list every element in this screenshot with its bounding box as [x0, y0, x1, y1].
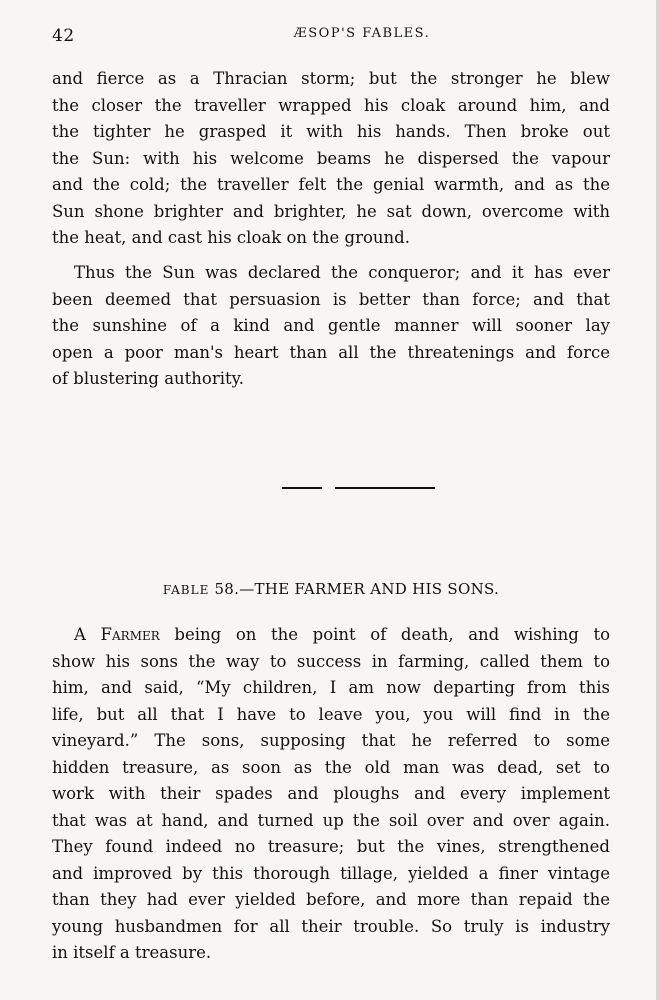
page-number: 42	[52, 26, 75, 46]
text-line: and the cold; the traveller felt the genial warmth, and as the	[52, 175, 610, 194]
text-line: work with their spades and ploughs and every implement	[52, 784, 610, 803]
section-divider-ornament	[0, 486, 659, 490]
text-line: show his sons the way to success in farming, called them to	[52, 651, 610, 671]
fable-title: —THE FARMER AND HIS SONS.	[239, 580, 500, 598]
previous-fable-paragraph-1	[52, 66, 610, 252]
text-line: been deemed that persuasion is better than force; and that	[52, 289, 610, 309]
text-line: vineyard.” The sons, supposing that he referred to some	[52, 731, 610, 750]
text-line-content: being on the point of death, and wishing to	[174, 625, 611, 644]
text-line-content: Thus the Sun was declared the conqueror; and it has ever	[74, 263, 610, 282]
fable-body-paragraph	[52, 622, 610, 967]
text-line: the heat, and cast his cloak on the ground.	[52, 228, 410, 247]
text-line: the closer the traveller wrapped his cloak around him, and	[52, 95, 610, 115]
text-line: than they had ever yielded before, and more than repaid the	[52, 890, 610, 909]
divider-rule-left	[282, 487, 322, 489]
opening-letter: A	[74, 625, 86, 644]
text-line: the Sun: with his welcome beams he dispersed the vapour	[52, 148, 610, 168]
text-line	[52, 622, 610, 649]
divider-rule-right	[335, 487, 435, 489]
fable-heading	[52, 580, 610, 598]
text-line: of blustering authority.	[52, 369, 245, 388]
text-line: in itself a treasure.	[52, 943, 212, 962]
running-title: ÆSOP'S FABLES.	[293, 26, 431, 41]
text-line: and fierce as a Thracian storm; but the stronger he blew	[52, 69, 610, 88]
text-line: him, and said, “My children, I am now departing from this	[52, 678, 610, 697]
text-line: open a poor man's heart than all the threatenings and force	[52, 342, 610, 362]
previous-fable-moral-paragraph	[52, 260, 610, 393]
text-line: hidden treasure, as soon as the old man was dead, set to	[52, 757, 610, 777]
text-line: that was at hand, and turned up the soil over and over again.	[52, 810, 610, 830]
text-line: and improved by this thorough tillage, yielded a finer vintage	[52, 863, 610, 883]
fable-number: 58.	[214, 580, 240, 598]
text-line: young husbandmen for all their trouble. So truly is industry	[52, 916, 610, 936]
text-line: life, but all that I have to leave you, you will find in the	[52, 704, 610, 724]
text-line	[52, 260, 610, 287]
text-line: the tighter he grasped it with his hands. Then broke out	[52, 122, 610, 141]
text-line: Sun shone brighter and brighter, he sat down, overcome with	[52, 201, 610, 221]
text-line: the sunshine of a kind and gentle manner will sooner lay	[52, 316, 610, 335]
fable-label: FABLE	[162, 583, 210, 597]
opening-word-small-caps: Farmer	[100, 625, 160, 644]
text-line: They found indeed no treasure; but the vines, strengthened	[52, 837, 610, 856]
running-head	[52, 26, 612, 50]
